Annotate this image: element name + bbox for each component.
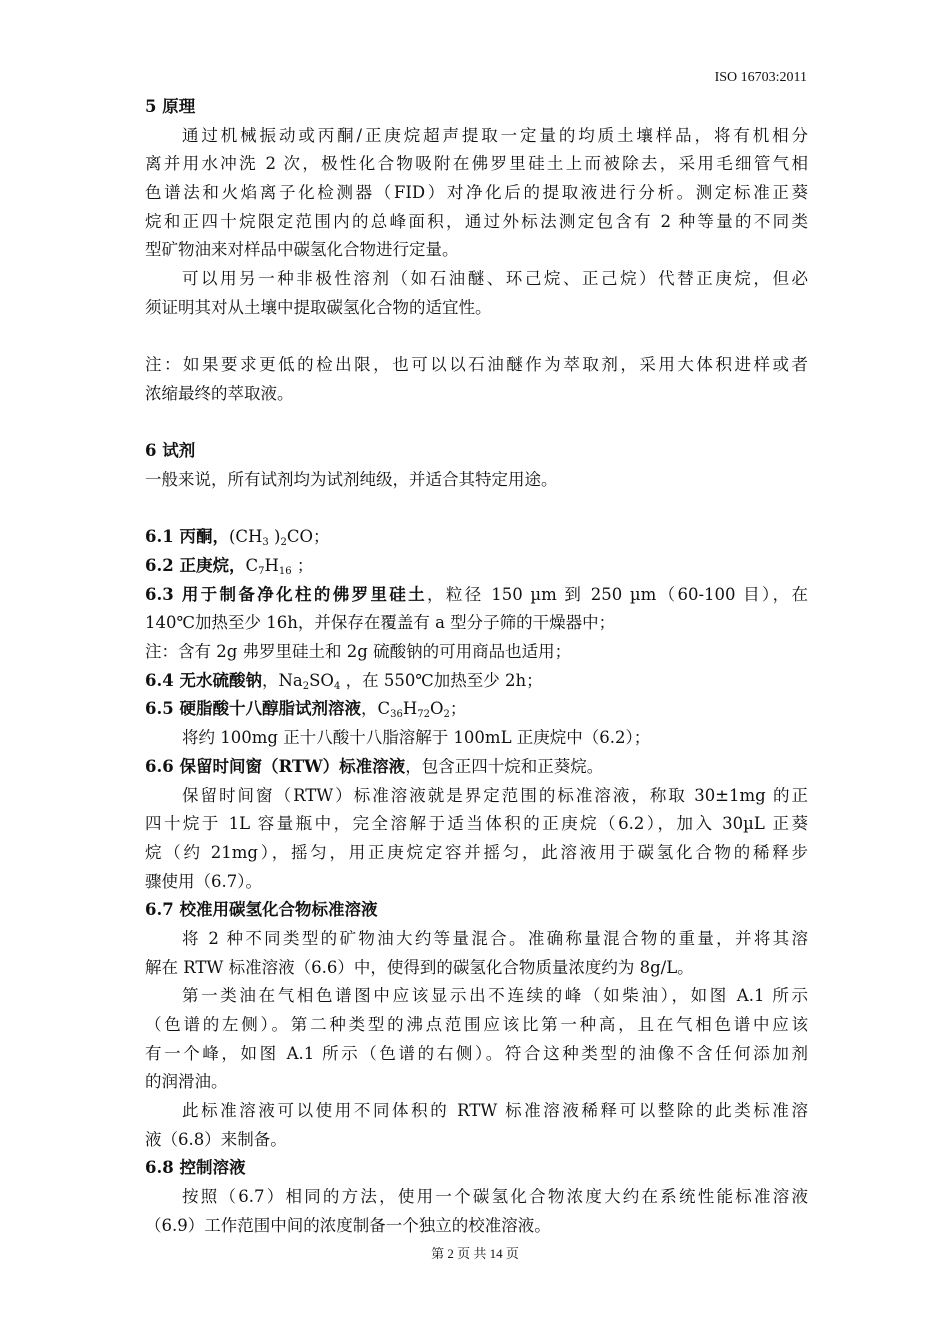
calibration-line: 解在 RTW 标准溶液（6.6）中，使得到的碳氢化合物质量浓度约为 8g/L。: [145, 957, 694, 977]
formula-subscript: 2: [302, 680, 310, 692]
formula-subscript: 72: [417, 709, 430, 721]
formula-part: O: [429, 699, 444, 719]
reagent-6-5-line: 将约 100mg 正十八酸十八脂溶解于 100mL 正庚烷中（6.2）；: [182, 728, 651, 748]
reagent-label: 6.5 硬脂酸十八醇脂试剂溶液: [145, 699, 361, 719]
formula-part: C: [245, 556, 259, 575]
formula-subscript: 2: [280, 537, 287, 549]
reagent-label: 6.6 保留时间窗（RTW）标准溶液: [145, 756, 406, 776]
principle-line: 可以用另一种非极性溶剂（如石油醚、环己烷、正己烷）代替正庚烷，但必: [182, 269, 808, 289]
principle-line: 须证明其对从土壤中提取碳氢化合物的适宜性。: [145, 297, 492, 317]
reagent-label: 6.4 无水硫酸钠: [145, 670, 262, 690]
formula-subscript: 3: [262, 537, 269, 549]
calibration-line: 第一类油在气相色谱图中应该显示出不连续的峰（如柴油），如图 A.1 所示: [182, 986, 808, 1006]
rtw-line: 烷（约 21mg），摇匀，用正庚烷定容并摇匀，此溶液用于碳氢化合物的稀释步: [145, 842, 808, 862]
page-number: 第 2 页 共 14 页: [431, 1246, 519, 1261]
calibration-line: 将 2 种不同类型的矿物油大约等量混合。准确称量混合物的重量，并将其溶: [182, 928, 808, 948]
control-line: 按照（6.7）相同的方法，使用一个碳氢化合物浓度大约在系统性能标准溶液: [182, 1187, 808, 1207]
page-content: [145, 93, 808, 1241]
reagent-label: 6.2 正庚烷，: [145, 556, 246, 575]
rtw-line: 骤使用（6.7）。: [145, 871, 262, 891]
spacer: [145, 409, 808, 438]
reagent-6-3-note: 注：含有 2g 弗罗里硅土和 2g 硫酸钠的可用商品也适用；: [145, 642, 572, 662]
formula-part: ，在 550℃加热至少 2h；: [340, 670, 543, 690]
reagent-intro: 一般来说，所有试剂均为试剂纯级，并适合其特定用途。: [145, 469, 558, 489]
formula-subscript: 2: [443, 709, 450, 721]
reagent-6-5: [145, 695, 808, 724]
principle-line: 通过机械振动或丙酮/正庚烷超声提取一定量的均质土壤样品，将有机相分: [182, 125, 808, 145]
reagent-6-4: [145, 667, 808, 696]
formula-subscript: 7: [258, 566, 265, 577]
formula-subscript: 4: [333, 680, 341, 692]
reagent-6-7: 6.7 校准用碳氢化合物标准溶液: [145, 900, 378, 920]
rtw-line: 保留时间窗（RTW）标准溶液就是界定范围的标准溶液，称取 30±1mg 的正: [182, 785, 808, 805]
note-line: 注：如果要求更低的检出限，也可以以石油醚作为萃取剂，采用大体积进样或者: [145, 355, 808, 375]
section-6-heading: 6 试剂: [145, 441, 196, 461]
calibration-line: 液（6.8）来制备。: [145, 1129, 287, 1149]
formula-part: SO: [309, 670, 334, 690]
calibration-line: （色谱的左侧）。第二种类型的沸点范围应该比第一种高，且在气相色谱中应该: [145, 1015, 808, 1034]
calibration-line: 的润滑油。: [145, 1072, 228, 1092]
note-line: 浓缩最终的萃取液。: [145, 383, 294, 403]
reagent-6-1: [145, 523, 808, 552]
formula-part: ；: [291, 556, 314, 575]
control-line: （6.9）工作范围中间的浓度制备一个独立的校准溶液。: [145, 1215, 551, 1235]
formula-part: (CH: [228, 527, 263, 547]
reagent-6-3-line: 140℃加热至少 16h，并保存在覆盖有 a 型分子筛的干燥器中；: [145, 613, 616, 633]
principle-line: 型矿物油来对样品中碳氢化合物进行定量。: [145, 240, 459, 260]
principle-line: 烷和正四十烷限定范围内的总峰面积，通过外标法测定包含有 2 种等量的不同类: [145, 211, 808, 231]
formula-subscript: 16: [278, 566, 292, 577]
reagent-6-3: [145, 581, 808, 610]
section-5-heading: 5 原理: [145, 97, 196, 116]
spacer: [145, 495, 808, 524]
standard-code: ISO 16703:2011: [714, 70, 807, 85]
principle-line: 色谱法和火焰离子化检测器（FID）对净化后的提取液进行分析。测定标准正葵: [145, 183, 808, 203]
principle-line: 离并用水冲洗 2 次，极性化合物吸附在佛罗里硅土上而被除去，采用毛细管气相: [145, 154, 808, 174]
spacer: [145, 323, 808, 352]
formula-part: H: [264, 556, 279, 575]
reagent-label: 6.1 丙酮，: [145, 527, 229, 547]
formula-part: ，Na: [261, 670, 303, 690]
reagent-text: ，包含正四十烷和正葵烷。: [405, 756, 604, 776]
calibration-line: 有一个峰，如图 A.1 所示（色谱的右侧）。符合这种类型的油像不含任何添加剂: [145, 1043, 808, 1063]
formula-part: CO；: [286, 527, 330, 547]
reagent-text: ，粒径 150 µm 到 250 µm（60-100 目），在: [427, 584, 809, 604]
formula-part: ): [268, 527, 281, 547]
reagent-6-6: [145, 753, 808, 782]
formula-subscript: 36: [390, 709, 403, 721]
reagent-label: 6.3 用于制备净化柱的佛罗里硅土: [145, 584, 428, 604]
formula-part: H: [402, 699, 418, 719]
rtw-line: 四十烷于 1L 容量瓶中，完全溶解于适当体积的正庚烷（6.2），加入 30µL 正葵: [145, 814, 808, 834]
formula-part: ，C: [360, 699, 391, 719]
reagent-6-2: [145, 552, 808, 581]
calibration-line: 此标准溶液可以使用不同体积的 RTW 标准溶液稀释可以整除的此类标准溶: [182, 1101, 808, 1121]
reagent-6-8: 6.8 控制溶液: [145, 1158, 246, 1178]
formula-part: ；: [449, 699, 467, 719]
